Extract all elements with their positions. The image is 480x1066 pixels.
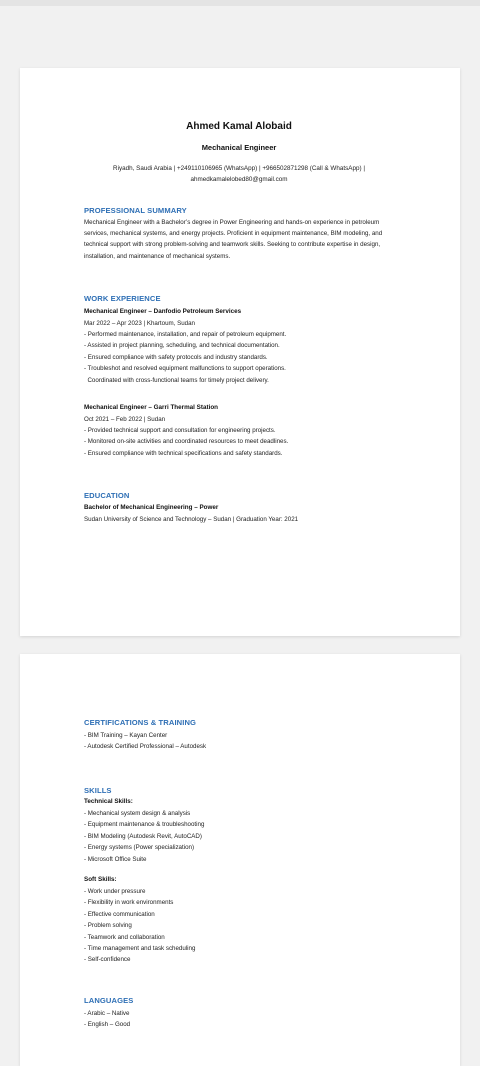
list-item: - Time management and task scheduling xyxy=(84,945,196,953)
job-2-title: Mechanical Engineer – Garri Thermal Station xyxy=(84,404,219,411)
contact-line-1: Riyadh, Saudi Arabia | +249110106965 (WhatsApp) | +966502871298 (Call & WhatsApp) | xyxy=(113,165,365,172)
job-1-bullets xyxy=(84,329,286,386)
resume-name: Ahmed Kamal Alobaid xyxy=(186,121,292,132)
certifications-heading: CERTIFICATIONS & TRAINING xyxy=(84,718,197,727)
list-item: - Ensured compliance with safety protocols and industry standards. xyxy=(84,353,268,361)
contact-info xyxy=(84,163,394,185)
list-item: - Microsoft Office Suite xyxy=(84,855,147,863)
list-item: - Autodesk Certified Professional – Autodesk xyxy=(84,743,207,751)
document-page-2 xyxy=(20,654,460,1066)
list-item: - Equipment maintenance & troubleshooting xyxy=(84,821,205,829)
job-2-bullets xyxy=(84,425,288,459)
languages-heading: LANGUAGES xyxy=(84,996,134,1005)
list-item: - Performed maintenance, installation, and repair of petroleum equipment. xyxy=(84,331,287,338)
list-item: - Problem solving xyxy=(84,922,132,930)
job-1-period: Mar 2022 – Apr 2023 | Khartoum, Sudan xyxy=(84,320,195,327)
list-item: - Arabic – Native xyxy=(84,1010,130,1017)
technical-skills-label: Technical Skills: xyxy=(84,798,133,805)
education-school: Sudan University of Science and Technology – Sudan | Graduation Year: 2021 xyxy=(84,516,299,523)
list-item: - Flexibility in work environments xyxy=(84,899,174,907)
list-item: - Troubleshot and resolved equipment malfunctions to support operations. xyxy=(84,365,286,373)
list-item: - BIM Training – Kayan Center xyxy=(84,732,168,739)
list-item: - Assisted in project planning, scheduling, and technical documentation. xyxy=(84,342,280,350)
summary-text: Mechanical Engineer with a Bachelor’s degree in Power Engineering and hands-on experience in petroleum services, mechanical systems, and energy projects. Proficient in equipment maintenance, BIM modeling, and technical support with strong problem-solving and teamwork skills. Seeking to contribute expertise in design, installation, and maintenance of mechanical systems. xyxy=(84,219,383,260)
list-item: - Mechanical system design & analysis xyxy=(84,810,191,817)
list-item: - Teamwork and collaboration xyxy=(84,933,165,941)
soft-skills-label: Soft Skills: xyxy=(84,876,117,883)
list-item: - Monitored on-site activities and coordinated resources to meet deadlines. xyxy=(84,438,289,446)
certifications-list xyxy=(84,730,206,753)
soft-skills-list xyxy=(84,886,195,966)
education-heading: EDUCATION xyxy=(84,491,130,500)
job-1-title: Mechanical Engineer – Danfodio Petroleum Services xyxy=(84,308,242,315)
languages-list xyxy=(84,1008,130,1031)
job-2-period: Oct 2021 – Feb 2022 | Sudan xyxy=(84,416,166,423)
education-degree: Bachelor of Mechanical Engineering – Power xyxy=(84,504,219,511)
list-item: - BIM Modeling (Autodesk Revit, AutoCAD) xyxy=(84,832,202,840)
list-item: Coordinated with cross-functional teams for timely project delivery. xyxy=(84,376,269,384)
technical-skills-list xyxy=(84,808,204,865)
contact-email: ahmedkamalelobed80@gmail.com xyxy=(190,176,288,183)
list-item: - Provided technical support and consultation for engineering projects. xyxy=(84,427,276,434)
list-item: - Self-confidence xyxy=(84,956,131,964)
list-item: - English – Good xyxy=(84,1021,131,1029)
list-item: - Effective communication xyxy=(84,910,155,918)
viewer-top-bar xyxy=(0,0,480,6)
summary-heading: PROFESSIONAL SUMMARY xyxy=(84,206,187,215)
experience-heading: WORK EXPERIENCE xyxy=(84,294,161,303)
list-item: - Work under pressure xyxy=(84,888,146,895)
skills-heading: SKILLS xyxy=(84,786,112,795)
list-item: - Ensured compliance with technical specifications and safety standards. xyxy=(84,449,283,457)
resume-role: Mechanical Engineer xyxy=(201,143,277,152)
document-page-1 xyxy=(20,68,460,636)
list-item: - Energy systems (Power specialization) xyxy=(84,844,195,852)
